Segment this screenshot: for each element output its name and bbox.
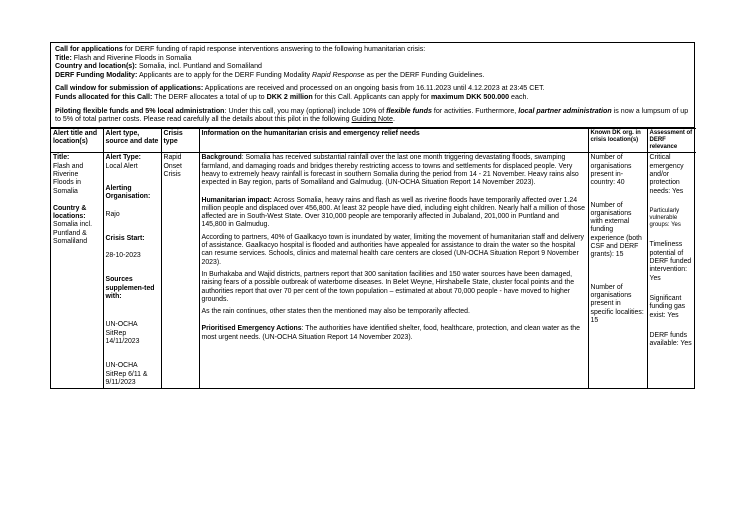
call-document bbox=[50, 42, 695, 389]
header-alert-type: Alert type, source and date bbox=[103, 128, 161, 153]
table-header-row bbox=[51, 128, 696, 153]
modality-line: DERF Funding Modality: Applicants are to apply for the DERF Funding Modality Rapid Response as per the DERF Funding Guidelines. bbox=[55, 70, 485, 79]
pilot-paragraph: Piloting flexible funds and 5% local administration: Under this call, you may (optional) include 10% of flexible funds for activities. Furthermore, local partner administration is now a lumpsum of up to 5% of total partner costs. Please read carefully all the details about this pilot in the following Guiding Note. bbox=[55, 106, 689, 124]
header-info: Information on the humanitarian crisis and emergency relief needs bbox=[199, 128, 588, 153]
header-alert-title: Alert title and location(s) bbox=[51, 128, 103, 153]
crisis-table bbox=[51, 128, 696, 388]
rain-paragraph: As the rain continues, other states then the mentioned may also be temporarily affected. bbox=[201, 308, 470, 316]
info-cell bbox=[199, 153, 588, 388]
gaalkacyo-paragraph: According to partners, 40% of Gaalkacyo town is inundated by water, limiting the movement of humanitarian staff and delivery of assistance. Gaalkacyo hospital is flooded and authorities have appealed for assistance to drain the water so the hospital can resume services. Schools, clinics and maternal health care centers are closed (UN-OCHA Situation Report 9 November 2023). bbox=[201, 233, 585, 266]
window-line: Call window for submission of applications: Applications are received and processed on an ongoing basis from 16.11.2023 until 4.12.2023 at 23:45 CET. bbox=[55, 84, 545, 93]
funds-line: Funds allocated for this Call: The DERF allocates a total of up to DKK 2 million for this Call. Applicants can apply for maximum DKK 500.000 each. bbox=[55, 92, 529, 101]
guiding-note-link[interactable]: Guiding Note bbox=[351, 115, 393, 124]
alert-type-cell: Alert Type: Local Alert Alerting Organisation: Rajo Crisis Start: 28-10-2023 Sources supplemen-ted with: UN-OCHA SitRep 14/11/2023 UN-OCHA SitRep 6/11 & 9/11/2023 bbox=[103, 153, 161, 388]
background-paragraph: Background: Somalia has received substantial rainfall over the last one month triggering devastating floods, swamping farmland, and damaging roads and bridges thereby restricting access to towns and settlements for displaced people. Very heavy to extremely heavy rainfall is forecast in southern Somalia during the period from 14 - 21 November. Heavy rains also expected in Bay region, parts of Somaliland and Galmudug. (UN-OCHA Situation Report 14 November 2023). bbox=[201, 154, 579, 187]
burhakaba-paragraph: In Burhakaba and Wajid districts, partners report that 300 sanitation facilities and 150 water sources have been damaged, raising fears of a possible outbreak of waterborne diseases. In Belet Weyne, Hirshabelle State, cluster focal points and the authorities report that over 70 per cent of the town population – estimated at about 70,000 people - have moved to higher grounds. bbox=[201, 270, 575, 303]
impact-paragraph: Humanitarian impact: Across Somalia, heavy rains and flash as well as riverine floods have temporarily affected over 1.24 million people and displaced over 456,800. At least 32 people have died, including eight children. Nearly half a million of those affected are in South-West State. Over 310,000 people are temporarily affected in Jubaland, 201,000 in Puntland and 145,800 in Galmudug. bbox=[201, 196, 585, 229]
title-line: Title: Flash and Riverine Floods in Somalia bbox=[55, 53, 192, 62]
header-crisis-type: Crisis type bbox=[161, 128, 199, 153]
known-orgs-cell: Number of organisations present in-country: 40 Number of organisations with external funding experience (both CSF and DERF grants): 15 Number of organisations present in specific localities: 15 bbox=[588, 153, 647, 388]
header-known-orgs: Known DK org. in crisis location(s) bbox=[588, 128, 647, 153]
actions-paragraph: Prioritised Emergency Actions: The authorities have identified shelter, food, healthcare, protection, and clean water as the most urgent needs. (UN-OCHA Situation Report 14 November 2023). bbox=[201, 325, 580, 341]
call-header-box bbox=[51, 43, 694, 128]
crisis-type-cell: Rapid Onset Crisis bbox=[161, 153, 199, 388]
table-row bbox=[51, 153, 696, 388]
country-line: Country and location(s): Somalia, incl. Puntland and Somaliland bbox=[55, 62, 262, 71]
header-assessment: Assessment of DERF relevance bbox=[647, 128, 696, 153]
alert-title-cell: Title: Flash and Riverine Floods in Somalia Country & locations: Somalia incl. Puntland & Somaliland bbox=[51, 153, 103, 388]
assessment-cell: Critical emergency and/or protection needs: Yes Particularly vulnerable groups: Yes Timeliness potential of DERF funded intervention: Yes Significant funding gas exist: Yes DERF funds available: Yes bbox=[647, 153, 696, 388]
call-line: Call for applications for DERF funding of rapid response interventions answering to the following humanitarian crisis: bbox=[55, 45, 426, 53]
